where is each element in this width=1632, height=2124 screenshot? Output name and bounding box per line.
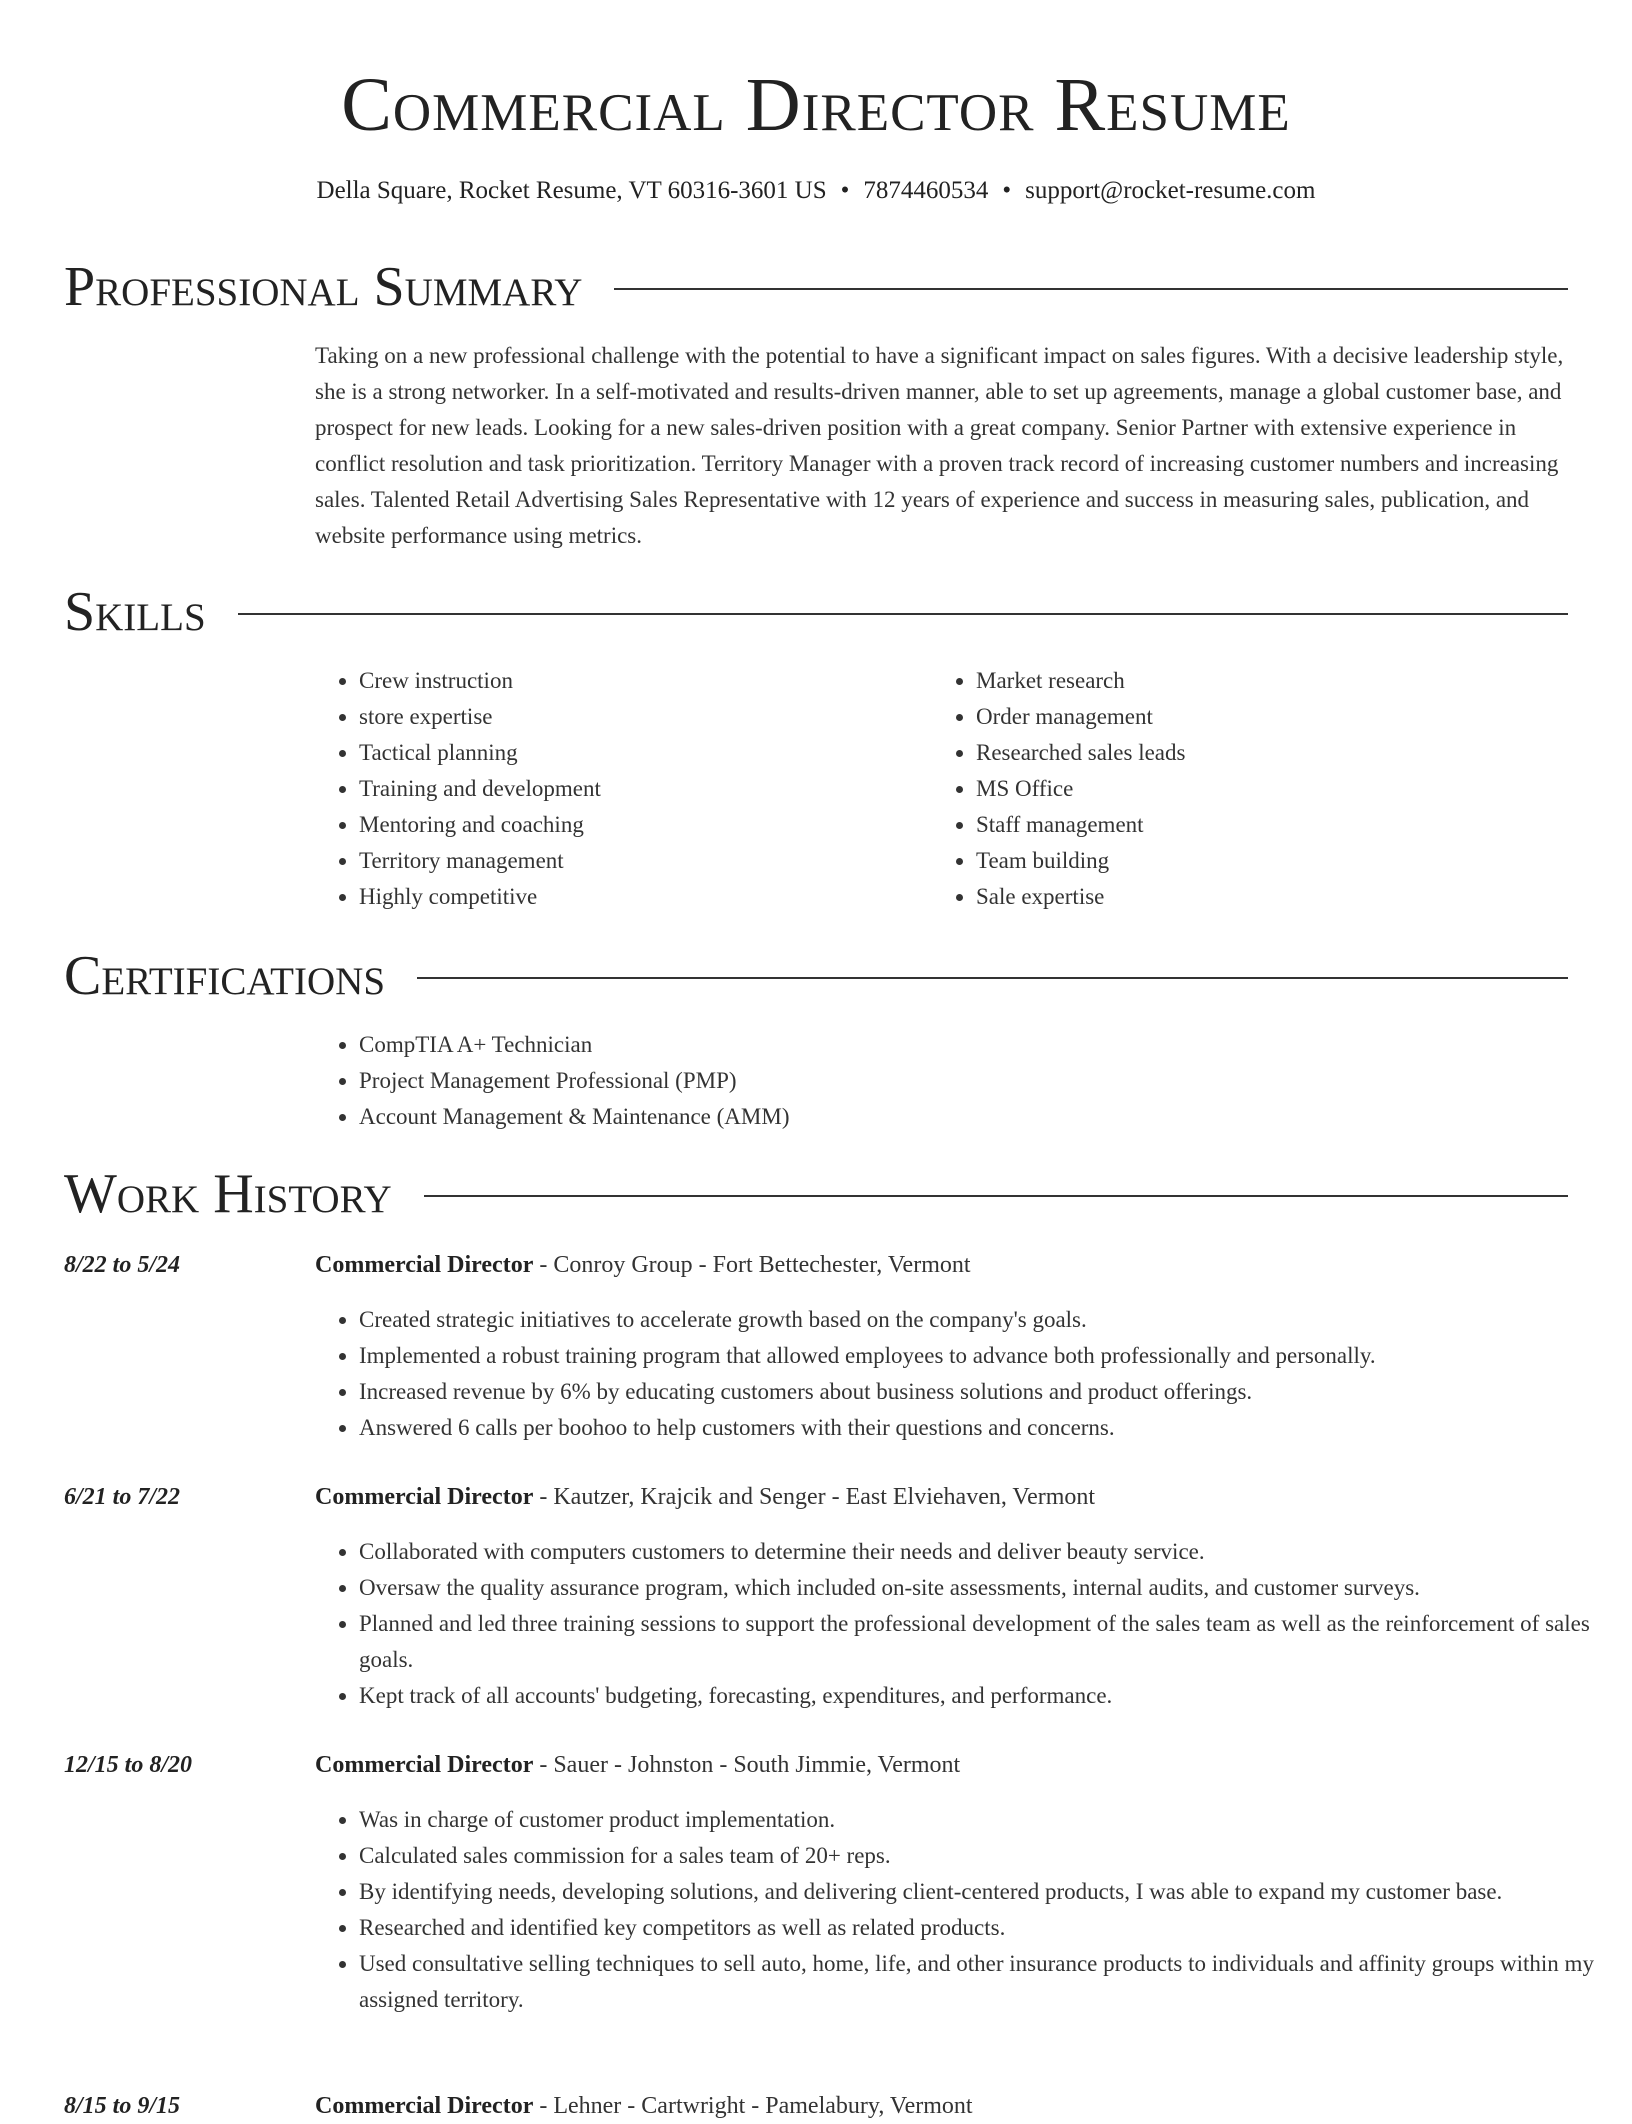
summary-text: Taking on a new professional challenge with the potential to have a significant impact on sales figures. With a decisive leadership style, she is a strong networker. In a self-motivated and results-driven manner, able to set up agreements, manage a global customer base, and prospect for new leads. Looking for a new sales-driven position with a great company. Senior Partner with extensive experience in conflict resolution and task prioritization. Territory Manager with a proven track record of increasing customer numbers and increasing sales. Talented Retail Advertising Sales Representative with 12 years of experience and success in measuring sales, publication, and website performance using metrics. (315, 343, 1564, 548)
job-bullet: • Oversaw the quality assurance program, which included on-site assessments, internal audits, and customer surveys. (359, 1570, 1609, 1606)
contact-address: Della Square, Rocket Resume, VT 60316-3601 US (316, 177, 827, 204)
job-header (315, 1247, 971, 1283)
contact-email: support@rocket-resume.com (1025, 177, 1316, 204)
job-header (315, 1479, 1095, 1515)
job-title: Commercial Director (315, 1752, 534, 1778)
skills-list-right (932, 663, 1576, 915)
job-bullets (315, 1302, 1609, 1446)
skill-item: • Crew instruction (359, 663, 919, 699)
job-bullet: • Increased revenue by 6% by educating customers about business solutions and product offerings. (359, 1374, 1609, 1410)
summary-heading: Professional Summary (64, 256, 583, 318)
job-bullets (315, 1534, 1609, 1714)
section-divider (424, 1195, 1568, 1197)
certification-item: • CompTIA A+ Technician (359, 1027, 1609, 1063)
certifications-list (315, 1027, 1609, 1135)
certifications-section-header (64, 944, 1568, 1008)
job-bullet: • Kept track of all accounts' budgeting, forecasting, expenditures, and performance. (359, 1678, 1609, 1714)
skill-item: • Training and development (359, 771, 919, 807)
skill-item: • store expertise (359, 699, 919, 735)
skills-section-header (64, 580, 1568, 644)
skill-item: • Researched sales leads (976, 735, 1576, 771)
job-bullet: • Was in charge of customer product implementation. (359, 1802, 1609, 1838)
skill-item: • Market research (976, 663, 1576, 699)
skill-item: • Staff management (976, 807, 1576, 843)
job-employer: - Kautzer, Krajcik and Senger - East Elviehaven, Vermont (533, 1484, 1096, 1510)
job-header (315, 1747, 960, 1783)
job-bullet: • Implemented a robust training program that allowed employees to advance both professionally and personally. (359, 1338, 1609, 1374)
certification-item: • Account Management & Maintenance (AMM) (359, 1099, 1609, 1135)
skill-item: • Tactical planning (359, 735, 919, 771)
job-title: Commercial Director (315, 1484, 534, 1510)
job-dates: 6/21 to 7/22 (64, 1484, 181, 1510)
skill-item: • Highly competitive (359, 879, 919, 915)
skills-heading: Skills (64, 581, 206, 643)
section-divider (614, 288, 1568, 290)
job-employer: - Sauer - Johnston - South Jimmie, Vermont (533, 1752, 961, 1778)
work-history-heading: Work History (64, 1163, 392, 1225)
section-divider (417, 977, 1568, 979)
job-bullet: • Created strategic initiatives to accelerate growth based on the company's goals. (359, 1302, 1609, 1338)
job-bullet: • Researched and identified key competitors as well as related products. (359, 1910, 1609, 1946)
job-bullet: • Calculated sales commission for a sales team of 20+ reps. (359, 1838, 1609, 1874)
job-title: Commercial Director (315, 1252, 534, 1278)
skill-item: • Team building (976, 843, 1576, 879)
job-dates: 12/15 to 8/20 (64, 1752, 193, 1778)
job-header (315, 2088, 973, 2124)
skill-item: • Order management (976, 699, 1576, 735)
work-history-section-header (64, 1162, 1568, 1226)
job-bullet: • Answered 6 calls per boohoo to help customers with their questions and concerns. (359, 1410, 1609, 1446)
job-bullets (315, 1802, 1609, 2018)
certification-item: • Project Management Professional (PMP) (359, 1063, 1609, 1099)
contact-separator: • (1002, 177, 1012, 204)
skill-item: • Mentoring and coaching (359, 807, 919, 843)
certifications-heading: Certifications (64, 945, 386, 1007)
job-bullet: • Used consultative selling techniques to sell auto, home, life, and other insurance products to individuals and affinity groups within my assigned territory. (359, 1946, 1609, 2018)
job-dates: 8/22 to 5/24 (64, 1252, 181, 1278)
job-employer: - Lehner - Cartwright - Pamelabury, Vermont (533, 2093, 973, 2119)
resume-title: Commercial Director Resume (341, 63, 1291, 147)
job-bullet: • Planned and led three training sessions to support the professional development of the sales team as well as the reinforcement of sales goals. (359, 1606, 1609, 1678)
summary-section-header (64, 255, 1568, 319)
skill-item: • MS Office (976, 771, 1576, 807)
skill-item: • Sale expertise (976, 879, 1576, 915)
contact-phone: 7874460534 (863, 177, 989, 204)
section-divider (238, 613, 1568, 615)
skill-item: • Territory management (359, 843, 919, 879)
job-employer: - Conroy Group - Fort Bettechester, Vermont (533, 1252, 971, 1278)
contact-line (0, 174, 1632, 208)
contact-separator: • (840, 177, 850, 204)
job-dates: 8/15 to 9/15 (64, 2093, 181, 2119)
skills-list-left (315, 663, 919, 915)
job-bullet: • By identifying needs, developing solutions, and delivering client-centered products, I was able to expand my customer base. (359, 1874, 1609, 1910)
job-title: Commercial Director (315, 2093, 534, 2119)
job-bullet: • Collaborated with computers customers to determine their needs and deliver beauty service. (359, 1534, 1609, 1570)
